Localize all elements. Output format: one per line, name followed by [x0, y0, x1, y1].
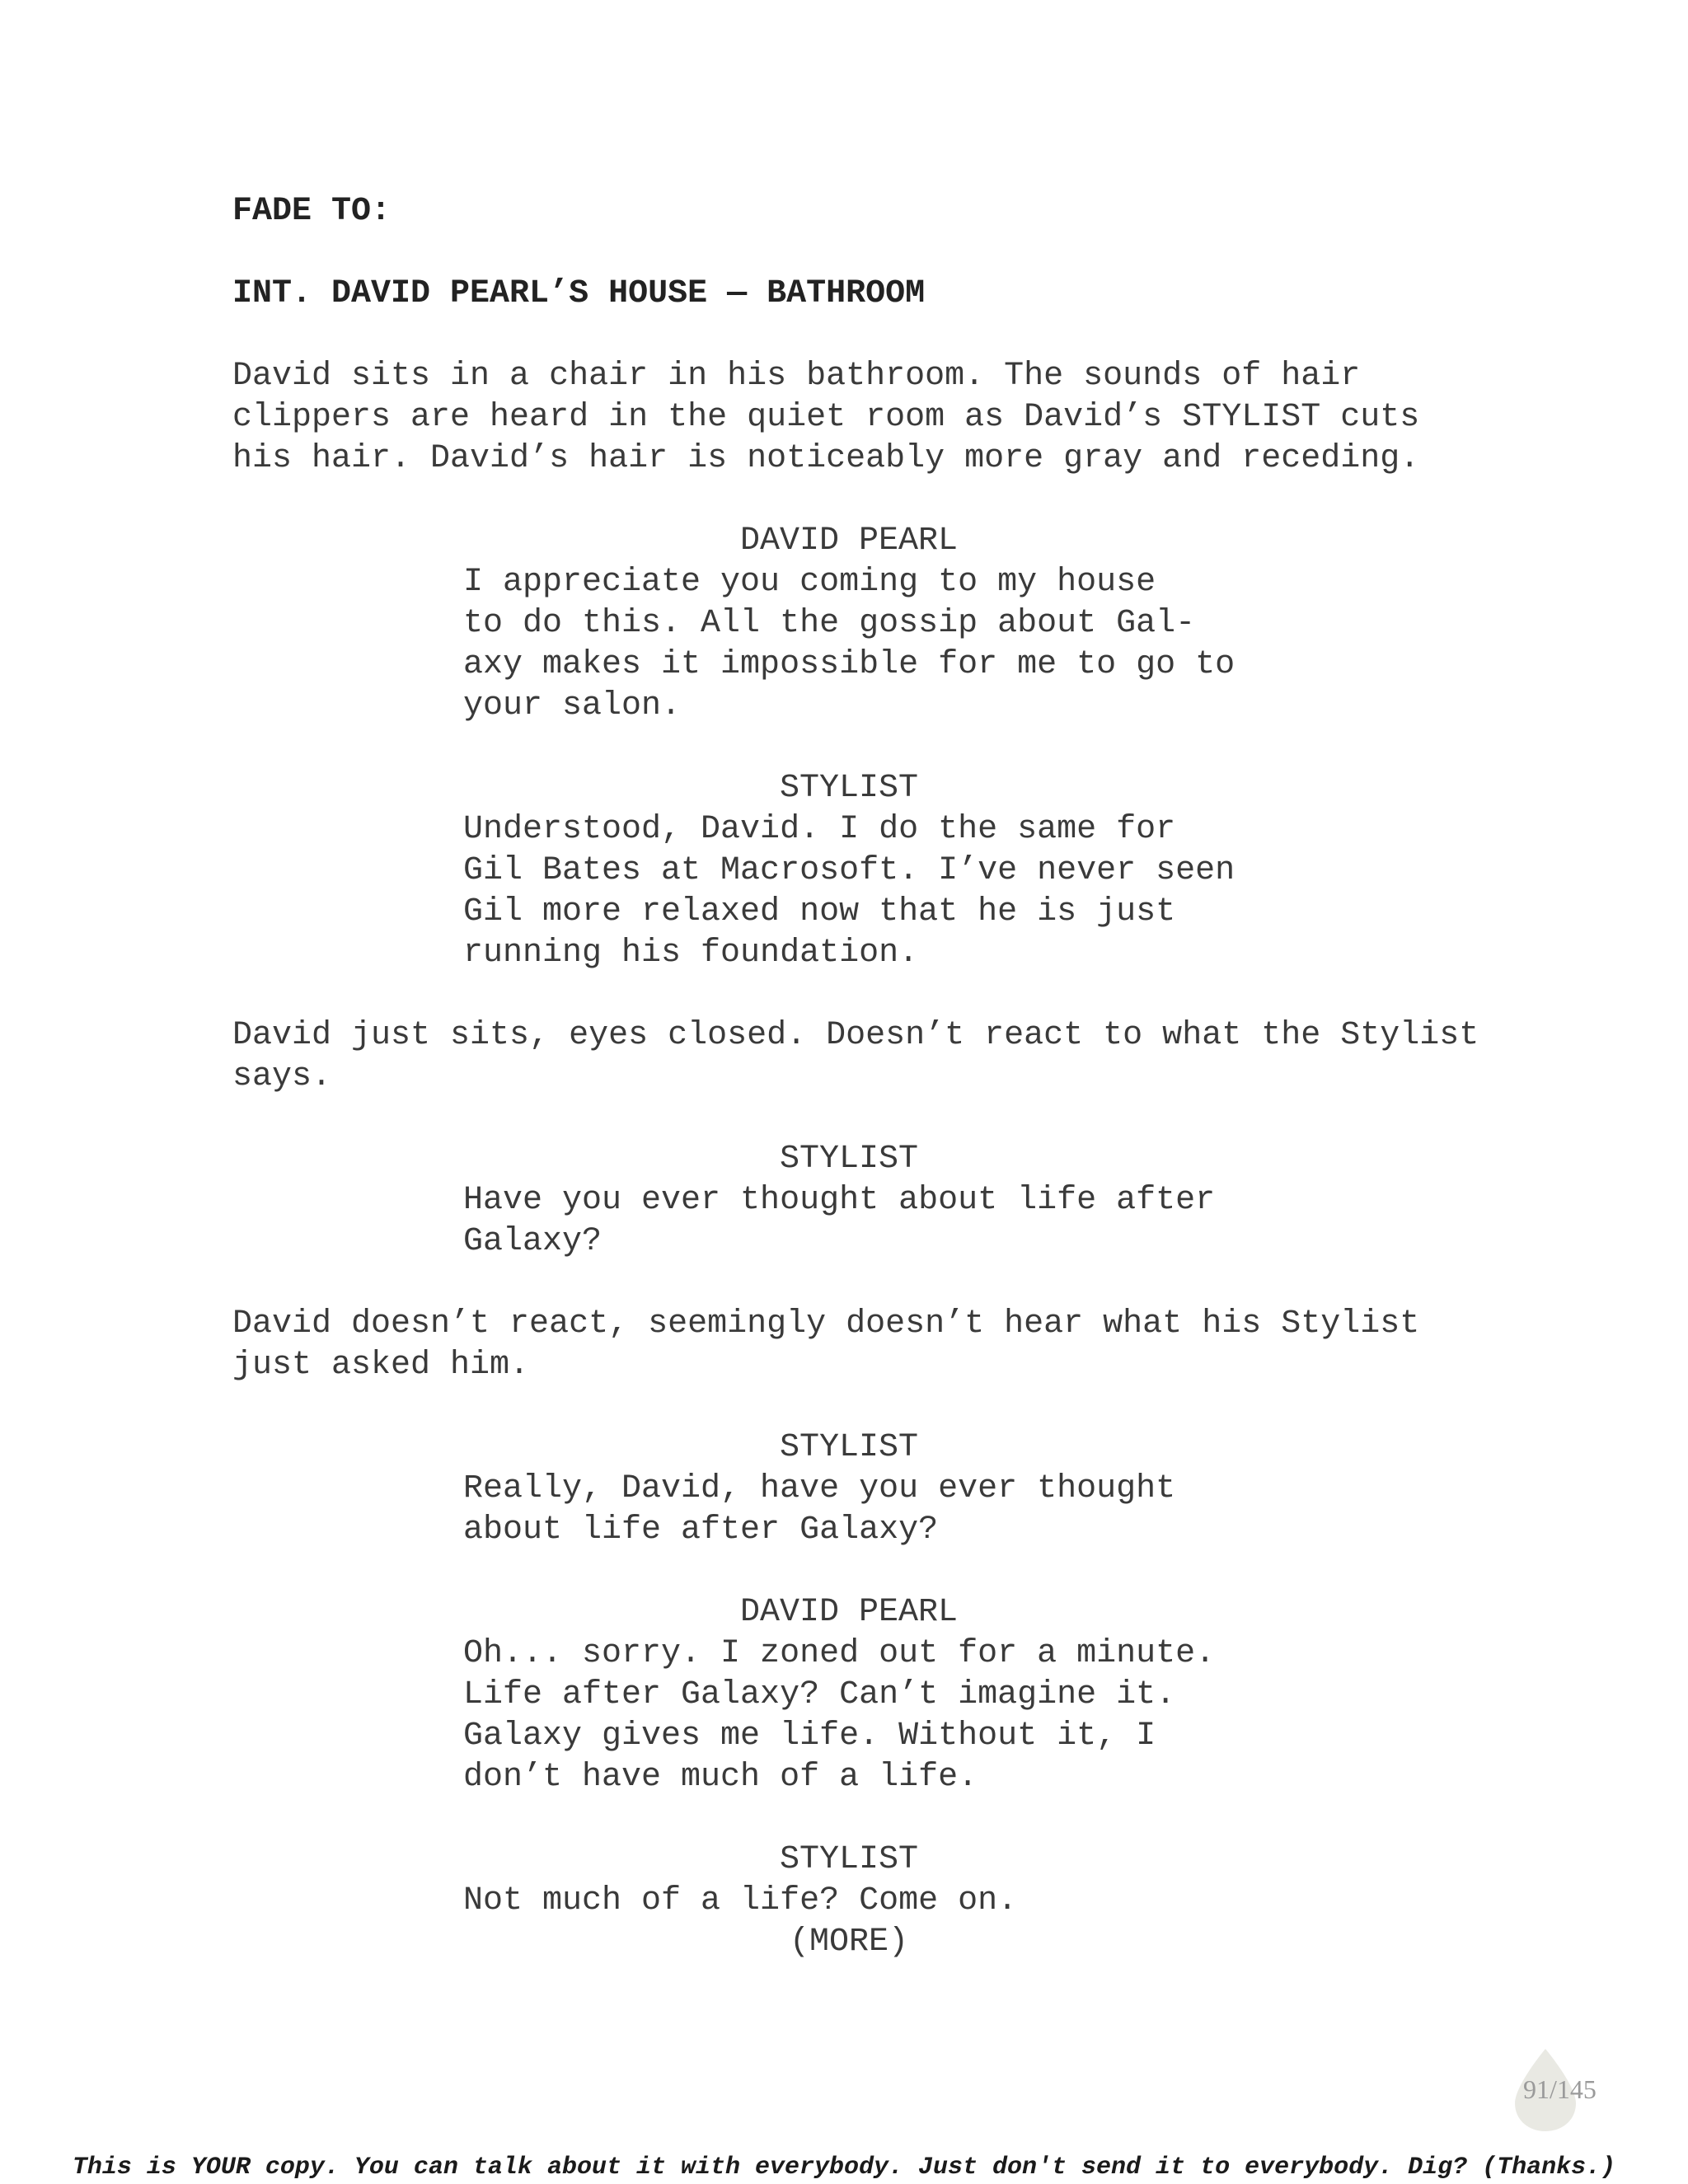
page-number: 91/145 [1523, 2074, 1597, 2104]
dialog-line: axy makes it impossible for me to go to [463, 646, 1236, 683]
dialog-line: to do this. All the gossip about Gal- [463, 605, 1196, 642]
action-line: just asked him. [232, 1347, 530, 1384]
character-cue: STYLIST [779, 1429, 919, 1466]
footer-notice: This is YOUR copy. You can talk about it with everybody. Just don't send it to everybody. Dig? (Thanks.) [72, 2154, 1616, 2182]
dialog-line: Gil Bates at Macrosoft. I’ve never seen [463, 852, 1236, 889]
action-line: his hair. David’s hair is noticeably more gray and receding. [232, 440, 1420, 477]
transition: FADE TO: [232, 193, 392, 230]
character-cue: STYLIST [779, 1141, 919, 1178]
dialog-line: don’t have much of a life. [463, 1759, 978, 1796]
dialog-line: I appreciate you coming to my house [463, 564, 1156, 601]
dialog-line: Understood, David. I do the same for [463, 811, 1176, 848]
character-cue: DAVID PEARL [739, 1594, 959, 1631]
character-cue: STYLIST [779, 770, 919, 807]
dialog-line: Really, David, have you ever thought [463, 1470, 1176, 1507]
dialog-line: Galaxy gives me life. Without it, I [463, 1718, 1156, 1755]
action-line: clippers are heard in the quiet room as David’s STYLIST cuts [232, 399, 1420, 436]
dialog-line: Galaxy? [463, 1223, 603, 1260]
action-line: says. [232, 1058, 332, 1095]
dialog-line: Have you ever thought about life after [463, 1182, 1216, 1219]
character-cue: DAVID PEARL [739, 523, 959, 560]
scene-heading: INT. DAVID PEARL’S HOUSE — BATHROOM [232, 275, 926, 312]
dialog-line: Not much of a life? Come on. [463, 1882, 1018, 1919]
dialog-line: Life after Galaxy? Can’t imagine it. [463, 1676, 1176, 1713]
dialog-line: about life after Galaxy? [463, 1511, 939, 1549]
action-line: David sits in a chair in his bathroom. The sounds of hair [232, 358, 1361, 395]
character-cue: STYLIST [779, 1841, 919, 1878]
dialog-line: running his foundation. [463, 935, 919, 972]
dialog-line: your salon. [463, 687, 682, 724]
dialog-line: Oh... sorry. I zoned out for a minute. [463, 1635, 1216, 1672]
parenthetical-more: (MORE) [789, 1924, 909, 1961]
action-line: David doesn’t react, seemingly doesn’t hear what his Stylist [232, 1305, 1420, 1343]
action-line: David just sits, eyes closed. Doesn’t react to what the Stylist [232, 1017, 1479, 1054]
dialog-line: Gil more relaxed now that he is just [463, 893, 1176, 930]
